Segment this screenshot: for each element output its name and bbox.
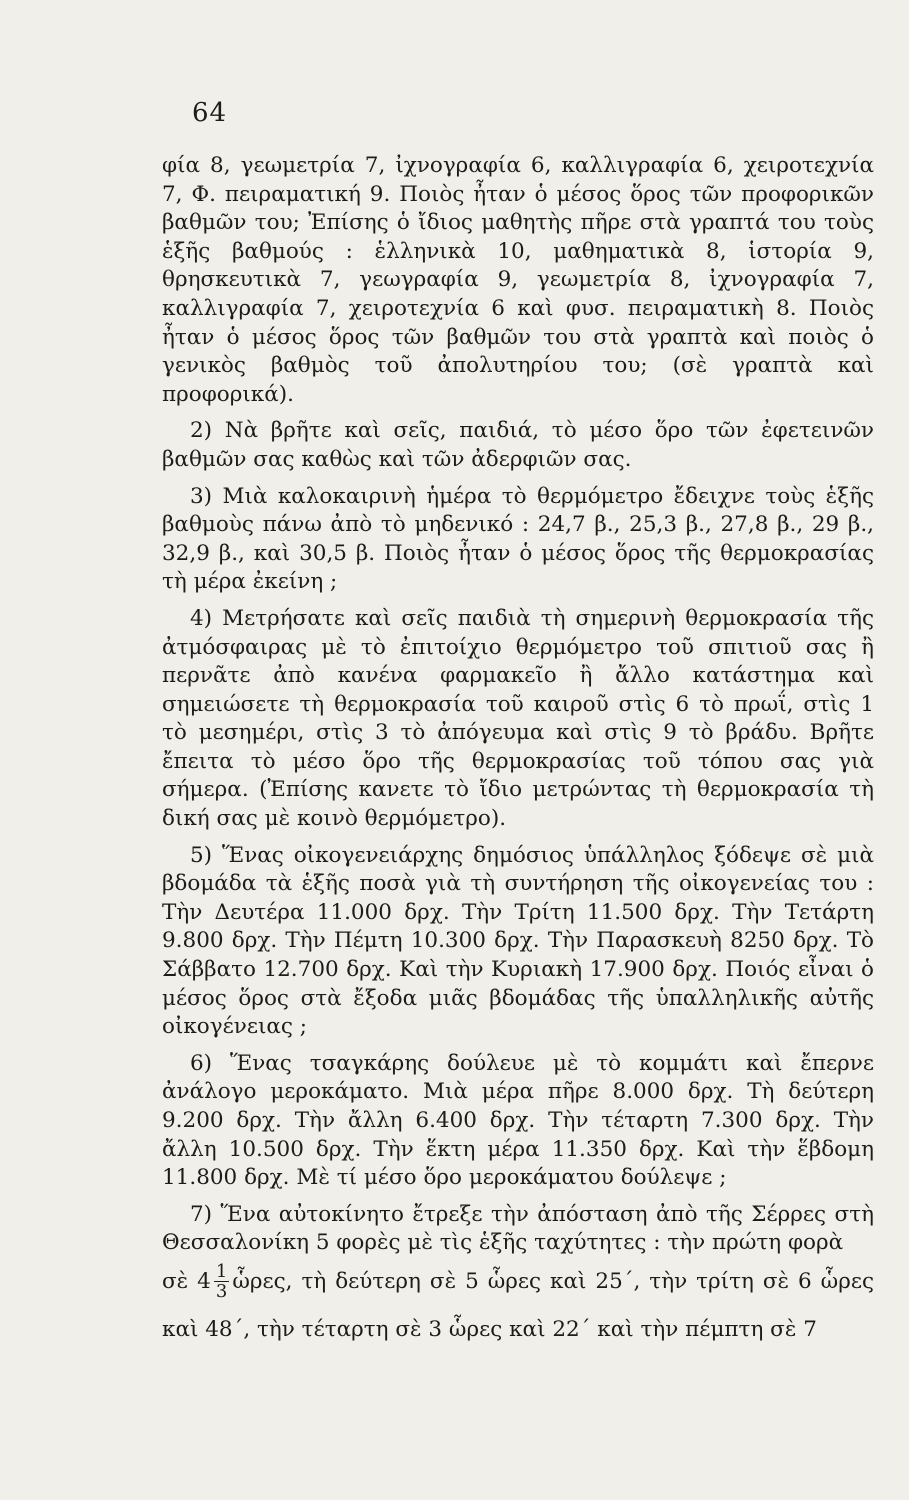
problem-7-after-fraction: ὧρες, τὴ δεύτερη σὲ 5 ὧρες καὶ 25΄, τὴν τρίτη σὲ 6 ὧρες καὶ 48΄, τὴν τέταρτη σὲ 3 ὧρες καὶ 22΄ καὶ τὴν πέμπτη σὲ 7 [162,1268,875,1342]
problem-5: 5) Ἕνας οἰκογενειάρχης δημόσιος ὑπάλληλος ξόδεψε σὲ μιὰ βδομάδα τὰ ἑξῆς ποσὰ γιὰ τὴ συντήρηση τῆς οἰκογενείας του : Τὴν Δευτέρα 11.000 δρχ. Τὴν Τρίτη 11.500 δρχ. Τὴν Τετάρτη 9.800 δρχ. Τὴν Πέμτη 10.300 δρχ. Τὴν Παρασκευὴ 8250 δρχ. Τὸ Σάββατο 12.700 δρχ. Καὶ τὴν Κυριακὴ 17.900 δρχ. Ποιός εἶναι ὁ μέσος ὅρος στὰ ἔξοδα μιᾶς βδομάδας τῆς ὑπαλληλικῆς αὐτῆς οἰκογένειας ; [162,842,874,1040]
problem-2: 2) Νὰ βρῆτε καὶ σεῖς, παιδιά, τὸ μέσο ὅρο τῶν ἐφετεινῶν βαθμῶν σας καθὼς καὶ τῶν ἀδερφιῶν σας. [162,418,874,472]
problem-6: 6) Ἕνας τσαγκάρης δούλευε μὲ τὸ κομμάτι καὶ ἔπερνε ἀνάλογο μεροκάματο. Μιὰ μέρα πῆρε 8.000 δρχ. Τὴ δεύτερη 9.200 δρχ. Τὴν ἄλλη 6.400 δρχ. Τὴν τέταρτη 7.300 δρχ. Τὴν ἄλλη 10.500 δρχ. Τὴν ἕκτη μέρα 11.350 δρχ. Καὶ τὴν ἕβδομη 11.800 δρχ. Μὲ τί μέσο ὅρο μεροκάματου δούλεψε ; [162,1050,874,1191]
problem-3: 3) Μιὰ καλοκαιρινὴ ἡμέρα τὸ θερμόμετρο ἔδειχνε τοὺς ἑξῆς βαθμοὺς πάνω ἀπὸ τὸ μηδενικό : 24,7 β., 25,3 β., 27,8 β., 29 β., 32,9 β., καὶ 30,5 β. Ποιὸς ἦταν ὁ μέσος ὅρος τῆς θερμοκρασίας τὴ μέρα ἐκείνη ; [162,483,874,595]
problem-7-continuation [162,1258,874,1354]
problem-1-continuation: φία 8, γεωμετρία 7, ἰχνογραφία 6, καλλιγραφία 6, χειροτεχνία 7, Φ. πειραματική 9. Ποιὸς ἦταν ὁ μέσος ὅρος τῶν προφορικῶν βαθμῶν του; Ἐπίσης ὁ ἴδιος μαθητὴς πῆρε στὰ γραπτά του τοὺς ἑξῆς βαθμούς : ἑλληνικὰ 10, μαθηματικὰ 8, ἱστορία 9, θρησκευτικὰ 7, γεωγραφία 9, γεωμετρία 8, ἰχνογραφία 7, καλλιγραφία 7, χειροτεχνία 6 καὶ φυσ. πειραματικὴ 8. Ποιὸς ἦταν ὁ μέσος ὅρος τῶν βαθμῶν του στὰ γραπτὰ καὶ ποιὸς ὁ γενικὸς βαθμὸς τοῦ ἀπολυτηρίου του; (σὲ γραπτὰ καὶ προφορικά). [162,153,874,407]
page-number: 64 [192,98,228,128]
problem-7-before-fraction: σὲ 4 [162,1268,211,1294]
fraction-numerator: 1 [215,1261,228,1283]
fraction-one-third [214,1262,229,1301]
problem-7: 7) Ἕνα αὐτοκίνητο ἔτρεξε τὴν ἀπόσταση ἀπὸ τῆς Σέρρες στὴ Θεσσαλονίκη 5 φορὲς μὲ τὶς ἑξῆς ταχύτητες : τὴν πρώτη φορὰ [162,1201,874,1256]
page-text [162,152,874,1354]
fraction-denominator: 3 [215,1281,228,1303]
problem-4: 4) Μετρήσατε καὶ σεῖς παιδιὰ τὴ σημερινὴ θερμοκρασία τῆς ἀτμόσφαιρας μὲ τὸ ἐπιτοίχιο θερμόμετρο τοῦ σπιτιοῦ σας ἢ περνᾶτε ἀπὸ κανένα φαρμακεῖο ἢ ἄλλο κατάστημα καὶ σημειώσετε τὴ θερμοκρασία τοῦ καιροῦ στὶς 6 τὸ πρωΐ, στὶς 1 τὸ μεσημέρι, στὶς 3 τὸ ἀπόγευμα καὶ στὶς 9 τὸ βράδυ. Βρῆτε ἔπειτα τὸ μέσο ὅρο τῆς θερμοκρασίας τοῦ τόπου σας γιὰ σήμερα. (Ἐπίσης κανετε τὸ ἴδιο μετρώντας τὴ θερμοκρασία τὴ δική σας μὲ κοινὸ θερμόμετρο). [162,605,874,832]
